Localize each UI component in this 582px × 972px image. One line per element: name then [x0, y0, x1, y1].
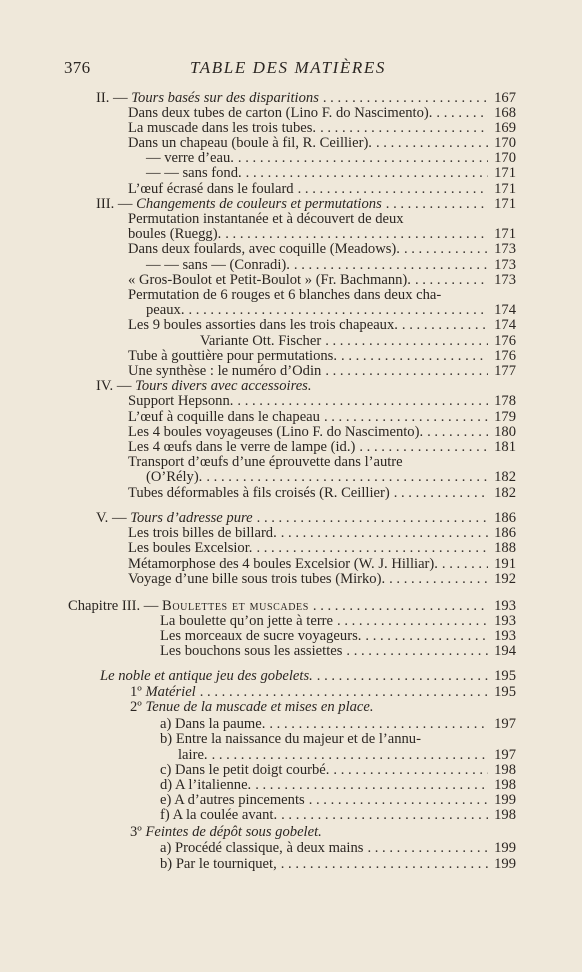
toc-entry-page: 199	[494, 840, 516, 856]
toc-entry-prefix: 2º	[130, 699, 146, 715]
toc-entry-prefix: 1º	[130, 684, 146, 700]
toc-entry	[100, 668, 516, 685]
toc-entry-page: 197	[494, 716, 516, 732]
toc-entry	[128, 317, 516, 334]
toc-entry	[160, 856, 516, 873]
toc-entry-page: 182	[494, 469, 516, 485]
toc-entry-text: Le noble et antique jeu des gobelets.	[100, 668, 313, 684]
toc-entry-text: Dans la paume.	[175, 716, 266, 732]
toc-entry-title	[128, 393, 233, 410]
toc-entry-text: A la coulée avant.	[172, 807, 278, 823]
toc-entry-title	[128, 571, 385, 588]
toc-entry-text: Dans deux foulards, avec coquille (Meadows).	[128, 241, 400, 257]
toc-entry-page: 193	[494, 598, 516, 614]
toc-entry-page: 194	[494, 643, 516, 659]
toc-entry-text: Tours d’adresse pure	[130, 510, 253, 526]
leader-dots	[346, 643, 488, 660]
toc-entry-prefix: b)	[160, 731, 176, 747]
leader-dots	[317, 668, 488, 685]
toc-entry-text: Transport d’œufs d’une éprouvette dans l’autre	[128, 454, 403, 470]
toc-entry-page: 198	[494, 777, 516, 793]
leader-dots	[256, 540, 488, 557]
toc-entry-page: 181	[494, 439, 516, 455]
toc-entry-text: Les bouchons sous les assiettes	[160, 643, 343, 659]
toc-entry-title	[100, 668, 313, 685]
toc-entry-page: 198	[494, 807, 516, 823]
toc-entry-text: Tours divers avec accessoires.	[135, 378, 312, 394]
toc-entry-text: Les morceaux de sucre voyageurs.	[160, 628, 362, 644]
toc-entry-text: Permutation instantanée et à découvert de deux	[128, 211, 404, 227]
page-header	[0, 58, 582, 82]
toc-entry-page: 186	[494, 525, 516, 541]
toc-entry-page: 182	[494, 485, 516, 501]
leader-dots	[206, 469, 488, 486]
toc-entry-page: 173	[494, 257, 516, 273]
toc-entry-page: 193	[494, 613, 516, 629]
toc-entry-text: L’œuf à coquille dans le chapeau	[128, 409, 320, 425]
toc-entry-text: Une synthèse : le numéro d’Odin	[128, 363, 322, 379]
toc-entry-page: 186	[494, 510, 516, 526]
toc-entry	[128, 540, 516, 557]
toc-entry-page: 176	[494, 333, 516, 349]
toc-entry	[160, 643, 516, 660]
toc-entry-prefix: II. —	[96, 90, 132, 106]
toc-entry-text: — — sans fond.	[146, 165, 242, 181]
toc-entry-page: 173	[494, 241, 516, 257]
toc-entry-text: laire.	[178, 747, 208, 763]
toc-entry-text: La muscade dans les trois tubes.	[128, 120, 317, 136]
toc-entry	[160, 731, 516, 748]
toc-entry-prefix: f)	[160, 807, 173, 823]
toc-entry-page: 199	[494, 792, 516, 808]
leader-dots	[281, 856, 488, 873]
toc-entry-text: Tube à gouttière pour permutations.	[128, 348, 338, 364]
toc-entry-text: Les 4 œufs dans le verre de lampe (id.)	[128, 439, 356, 455]
toc-entry-page: 192	[494, 571, 516, 587]
toc-entry-text: A l’italienne.	[175, 777, 252, 793]
toc-entry-prefix: Chapitre III. —	[68, 598, 163, 614]
toc-entry-prefix: V. —	[96, 510, 131, 526]
leader-dots	[404, 241, 488, 258]
leader-dots	[389, 571, 488, 588]
leader-dots	[237, 393, 488, 410]
toc-entry-page: 197	[494, 747, 516, 763]
toc-entry-page: 174	[494, 317, 516, 333]
toc-entry-page: 170	[494, 135, 516, 151]
toc-entry	[146, 469, 516, 486]
toc-entry-text: Les 4 boules voyageuses (Lino F. do Nascimento).	[128, 424, 424, 440]
toc-entry-page: 169	[494, 120, 516, 136]
toc-entry-page: 195	[494, 668, 516, 684]
toc-entry-page: 171	[494, 181, 516, 197]
leader-dots	[367, 840, 488, 857]
toc-entry	[146, 165, 516, 182]
toc-entry-text: Tours basés sur des disparitions	[131, 90, 319, 106]
leader-dots	[402, 317, 488, 334]
toc-entry	[130, 824, 516, 841]
toc-entry-prefix: III. —	[96, 196, 137, 212]
toc-entry-text: Les trois billes de billard.	[128, 525, 277, 541]
toc-entry-title	[160, 807, 277, 824]
toc-entry-page: 167	[494, 90, 516, 106]
toc-entry	[128, 485, 516, 502]
toc-entry-page: 177	[494, 363, 516, 379]
toc-entry-title	[146, 165, 242, 182]
toc-entry-text: Les 9 boules assorties dans les trois chapeaux.	[128, 317, 398, 333]
toc-entry-text: Dans deux tubes de carton (Lino F. do Nascimento).	[128, 105, 433, 121]
toc-entry-prefix: IV. —	[96, 378, 136, 394]
toc-entry-page: 170	[494, 150, 516, 166]
toc-entry-page: 173	[494, 272, 516, 288]
toc-entry	[160, 840, 516, 857]
toc-entry-text: — — sans — (Conradi).	[146, 257, 290, 273]
toc-entry-prefix: d)	[160, 777, 175, 793]
toc-entry-title	[160, 840, 363, 857]
toc-entry-page: 195	[494, 684, 516, 700]
toc-entry-text: Boulettes et muscades	[162, 598, 309, 614]
toc-entry-text: Tenue de la muscade et mises en place.	[145, 699, 374, 715]
toc-entry-page: 198	[494, 762, 516, 778]
toc-entry-text: Voyage d’une bille sous trois tubes (Mirko).	[128, 571, 386, 587]
toc-entry-page: 171	[494, 196, 516, 212]
toc-entry-text: « Gros-Boulot et Petit-Boulot » (Fr. Bachmann).	[128, 272, 411, 288]
toc-entry	[128, 241, 516, 258]
toc-entry-title	[160, 643, 342, 660]
toc-entry-text: La boulette qu’on jette à terre	[160, 613, 334, 629]
toc-entry-page: 193	[494, 628, 516, 644]
leader-dots	[281, 807, 488, 824]
toc-entry-page: 168	[494, 105, 516, 121]
toc-entry-title	[128, 540, 252, 557]
toc-entry-title	[128, 241, 400, 258]
toc-entry-text: peaux.	[146, 302, 185, 318]
toc-entry-text: Métamorphose des 4 boules Excelsior (W. J. Hilliar).	[128, 556, 438, 572]
toc-entry-text: Par le tourniquet,	[175, 856, 277, 872]
toc-entry-text: Matériel	[145, 684, 196, 700]
toc-entry-prefix: a)	[160, 716, 175, 732]
toc-entry-text: Les boules Excelsior.	[128, 540, 253, 556]
toc-entry-text: L’œuf écrasé dans le foulard	[128, 181, 294, 197]
toc-entry-title	[160, 731, 421, 748]
toc-entry-page: 179	[494, 409, 516, 425]
toc-entry-prefix: a)	[160, 840, 175, 856]
toc-entry-page: 180	[494, 424, 516, 440]
toc-entry-page: 191	[494, 556, 516, 572]
toc-entry-text: Support Hepsonn.	[128, 393, 234, 409]
toc-entry	[128, 393, 516, 410]
toc-entry-title	[130, 824, 322, 841]
toc-entry-prefix: e)	[160, 792, 175, 808]
page-number: 376	[64, 58, 91, 77]
toc-entry-text: — verre d’eau.	[146, 150, 234, 166]
leader-dots	[394, 485, 488, 502]
toc-entry-text: Feintes de dépôt sous gobelet.	[145, 824, 322, 840]
toc-entry-title	[128, 485, 390, 502]
toc-entry-page: 174	[494, 302, 516, 318]
toc-entry	[128, 571, 516, 588]
toc-entry-text: Dans le petit doigt courbé.	[175, 762, 330, 778]
toc-entry-text: Tubes déformables à fils croisés (R. Ceillier)	[128, 485, 390, 501]
running-title: TABLE DES MATIÈRES	[190, 58, 386, 77]
toc-entry-text: A d’autres pincements	[174, 792, 305, 808]
toc-entry-page: 199	[494, 856, 516, 872]
toc-entry	[160, 807, 516, 824]
toc-entry-page: 176	[494, 348, 516, 364]
toc-entry-prefix: b)	[160, 856, 176, 872]
toc-entry-text: (O’Rély).	[146, 469, 203, 485]
toc-entry-title	[146, 469, 202, 486]
toc-entry-text: Permutation de 6 rouges et 6 blanches dans deux cha-	[128, 287, 442, 303]
toc-entry-page: 171	[494, 165, 516, 181]
toc-entry	[130, 699, 516, 716]
toc-entry-text: Entre la naissance du majeur et de l’annu-	[175, 731, 421, 747]
toc-entry-text: Variante Ott. Fischer	[200, 333, 322, 349]
toc-entry-page: 188	[494, 540, 516, 556]
leader-dots	[246, 165, 488, 182]
toc-entry-text: Changements de couleurs et permutations	[136, 196, 382, 212]
toc-entry-prefix: 3º	[130, 824, 146, 840]
toc-entry-text: boules (Ruegg).	[128, 226, 222, 242]
toc-entry-prefix: c)	[160, 762, 175, 778]
toc-entry-title	[160, 856, 277, 873]
toc-entry-text: Dans un chapeau (boule à fil, R. Ceillier).	[128, 135, 372, 151]
toc-entry-page: 178	[494, 393, 516, 409]
toc-entry-text: Procédé classique, à deux mains	[175, 840, 364, 856]
toc-entry-title	[128, 317, 398, 334]
toc-entry-page: 171	[494, 226, 516, 242]
toc-entry-title	[130, 699, 374, 716]
